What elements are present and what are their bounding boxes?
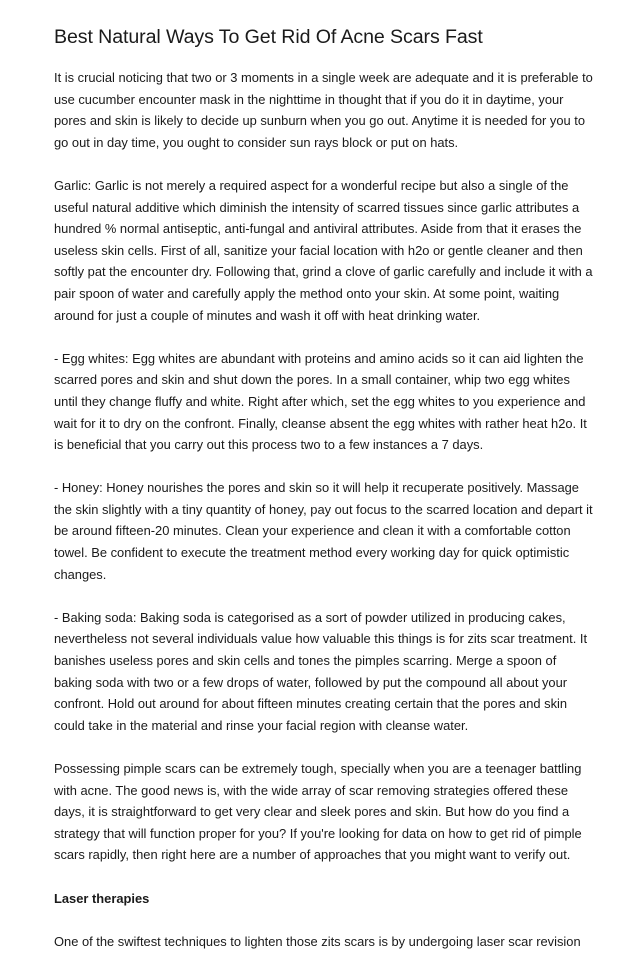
paragraph-egg-whites: - Egg whites: Egg whites are abundant with proteins and amino acids so it can aid lighten the scarred pores and skin and shut down the pores. In a small container, whip two egg whites until they change fluffy and white. Right after which, set the egg whites to you experience and wait for it to dry on the confront. Finally, cleanse absent the egg whites with rather heat h2o. It is beneficial that you carry out this process two to a few instances a 7 days. [54, 350, 587, 453]
paragraph-pimple-scars: Possessing pimple scars can be extremely tough, specially when you are a teenager battling with acne. The good news is, with the wide array of scar removing strategies offered these days, it is straightforward to get very clear and sleek pores and skin. But how do you find a strategy that will function proper for you? If you're looking for data on how to get rid of pimple scars rapidly, then right here are a number of approaches that you might want to verify out. [54, 761, 582, 863]
document-title: Best Natural Ways To Get Rid Of Acne Scars Fast [54, 26, 483, 48]
paragraph-garlic: Garlic: Garlic is not merely a required aspect for a wonderful recipe but also a single of the useful natural additive which diminish the intensity of scarred tissues since garlic attributes a hundred % normal antiseptic, anti-fungal and antiviral attributes. Aside from that it erases the useless skin cells. First of all, sanitize your facial location with h2o or gentle cleaner and then softly pat the encounter dry. Following that, grind a clove of garlic carefully and include it with a pair spoon of water and carefully apply the method onto your skin. At some point, waiting around for just a couple of minutes and wash it off with heat drinking water. [54, 177, 593, 323]
paragraph-intro: It is crucial noticing that two or 3 moments in a single week are adequate and it is preferable to use cucumber encounter mask in the nighttime in thought that if you do it in daytime, your pores and skin is likely to decide up sunburn when you go out. Anytime it is needed for you to go out in day time, you ought to consider sun rays block or put on hats. [54, 70, 593, 150]
paragraph-honey: - Honey: Honey nourishes the pores and skin so it will help it recuperate positively. Massage the skin slightly with a tiny quantity of honey, pay out focus to the scarred location and depart it be around fifteen-20 minutes. Clean your experience and clean it with a comfortable cotton towel. Be confident to execute the treatment method every working day for quick optimistic changes. [54, 480, 593, 582]
paragraph-baking-soda: - Baking soda: Baking soda is categorised as a sort of powder utilized in producing cakes, nevertheless not several individuals value how valuable this things is for zits scar treatment. It banishes useless pores and skin cells and tones the pimples scarring. Merge a spoon of baking soda with two or a few drops of water, followed by put the compound all about your confront. Hold out around for about fifteen minutes creating certain that the pores and skin could take in the material and rinse your facial region with cleanse water. [54, 609, 588, 733]
paragraph-laser: One of the swiftest techniques to lighten those zits scars is by undergoing laser scar revision [54, 933, 581, 949]
document-page [54, 24, 594, 974]
section-heading-laser: Laser therapies [54, 890, 150, 906]
